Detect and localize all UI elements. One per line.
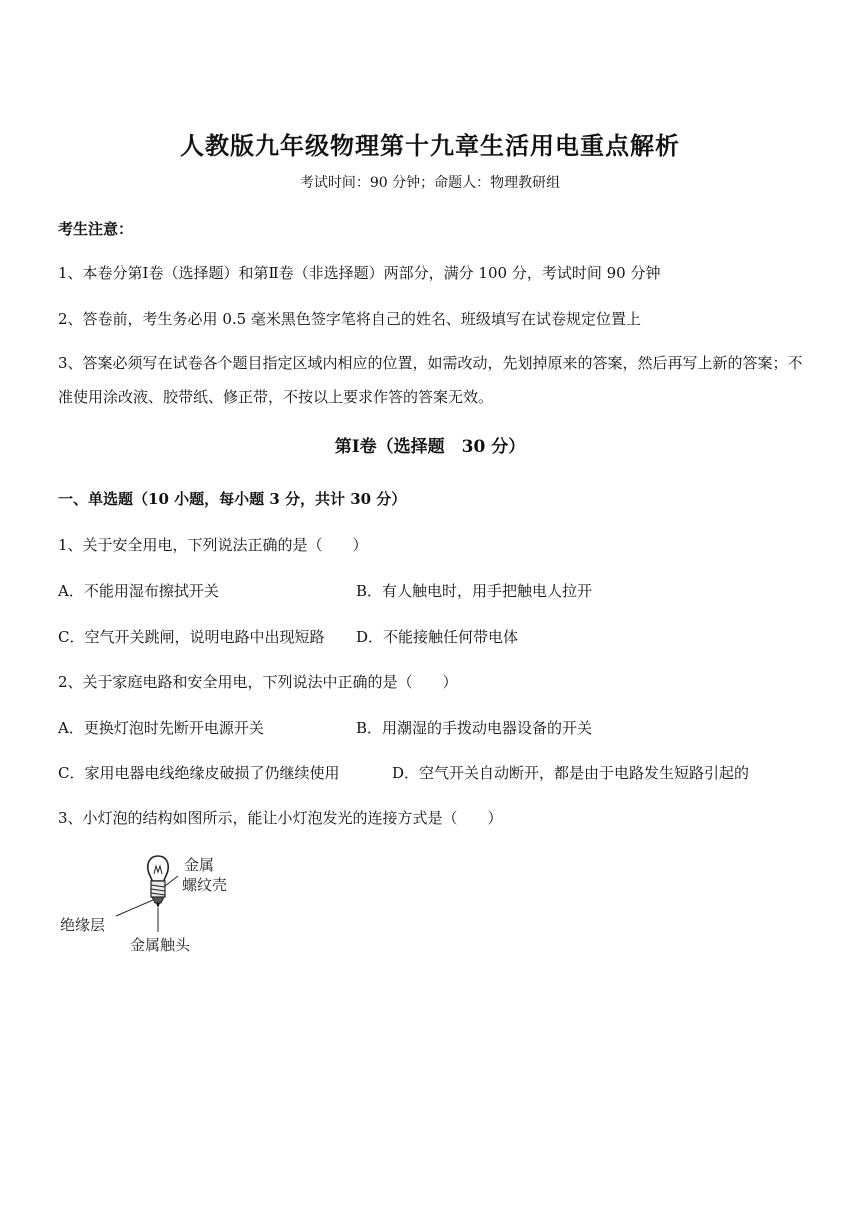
- question-2-option-b: B．用潮湿的手拨动电器设备的开关: [356, 719, 593, 737]
- question-1-option-d: D．不能接触任何带电体: [356, 628, 519, 646]
- question-2-option-c: C．家用电器电线绝缘皮破损了仍继续使用: [58, 764, 340, 782]
- question-2-stem: 2、关于家庭电路和安全用电，下列说法中正确的是（ ）: [58, 673, 458, 691]
- notice-item-3: 3、答案必须写在试卷各个题目指定区域内相应的位置，如需改动，先划掉原来的答案，然后再写上新的答案；不准使用涂改液、胶带纸、修正带，不按以上要求作答的答案无效。: [58, 354, 803, 406]
- notice-heading: 考生注意：: [58, 220, 134, 238]
- notice-item-1: 1、本卷分第Ⅰ卷（选择题）和第Ⅱ卷（非选择题）两部分，满分 100 分，考试时间 90 分钟: [58, 264, 661, 282]
- label-metal-shell-line1: 金属: [184, 856, 215, 874]
- label-insulation: 绝缘层: [60, 916, 106, 934]
- section-title: 第Ⅰ卷（选择题 30 分）: [334, 437, 526, 457]
- question-1-stem: 1、关于安全用电，下列说法正确的是（ ）: [58, 536, 368, 554]
- part-heading: 一、单选题（10 小题，每小题 3 分，共计 30 分）: [58, 490, 407, 508]
- question-1-option-b: B．有人触电时，用手把触电人拉开: [356, 582, 593, 600]
- exam-title: 人教版九年级物理第十九章生活用电重点解析: [180, 132, 680, 160]
- question-1-option-a: A．不能用湿布擦拭开关: [58, 582, 219, 600]
- bulb-figure: [58, 850, 258, 960]
- question-2-option-d: D．空气开关自动断开，都是由于电路发生短路引起的: [392, 764, 750, 782]
- question-2-option-a: A．更换灯泡时先断开电源开关: [58, 719, 264, 737]
- notice-item-2: 2、答卷前，考生务必用 0.5 毫米黑色签字笔将自己的姓名、班级填写在试卷规定位置上: [58, 310, 641, 328]
- exam-subtitle: 考试时间：90 分钟；命题人：物理教研组: [299, 175, 561, 191]
- label-metal-contact: 金属触头: [130, 936, 191, 954]
- question-3-stem: 3、小灯泡的结构如图所示，能让小灯泡发光的连接方式是（ ）: [58, 809, 503, 827]
- label-metal-shell-line2: 螺纹壳: [182, 876, 228, 894]
- question-1-option-c: C．空气开关跳闸，说明电路中出现短路: [58, 628, 325, 646]
